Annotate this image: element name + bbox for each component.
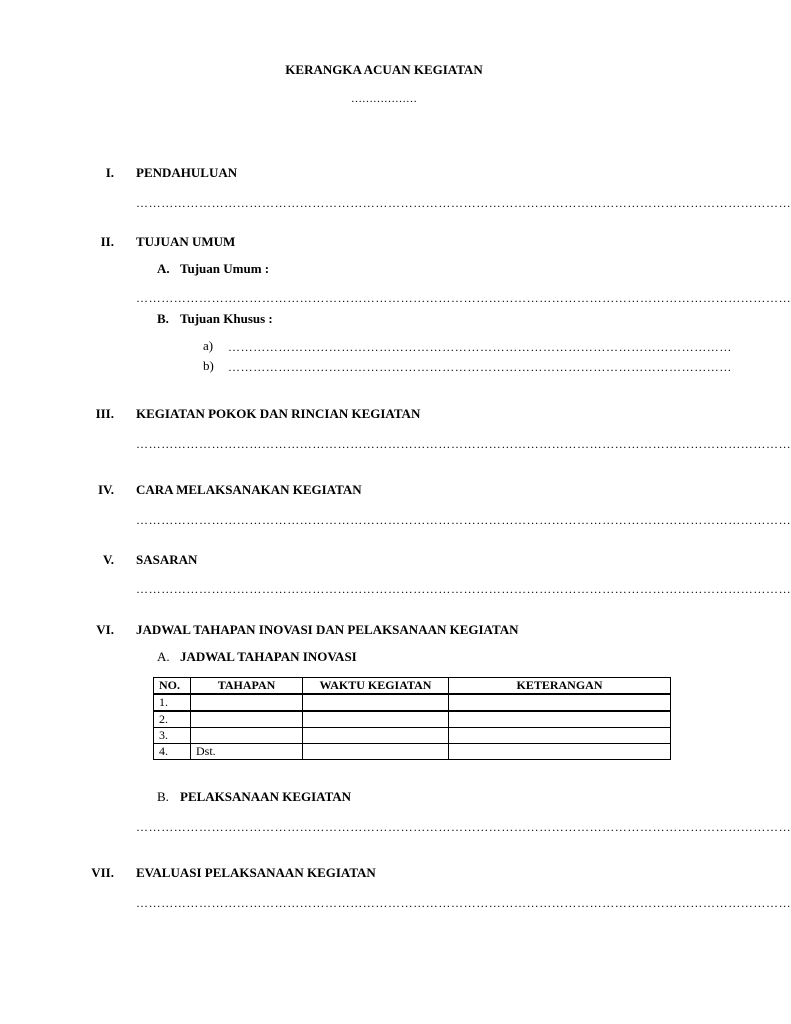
section-2b-item-a-fill-line: ………………………………………………………………………………………………………… <box>228 340 732 354</box>
section-2a-label: A. <box>157 261 170 276</box>
document-title: KERANGKA ACUAN KEGIATAN <box>285 62 483 77</box>
section-6b-title: PELAKSANAAN KEGIATAN <box>180 789 352 804</box>
table-cell <box>191 728 303 744</box>
section-7-title: EVALUASI PELAKSANAAN KEGIATAN <box>136 865 376 880</box>
table-cell: 2. <box>154 711 191 728</box>
table-cell: 1. <box>154 694 191 711</box>
section-3-fill-line: ………………………………………………………………………………………………………………………………………… <box>136 437 791 451</box>
section-2-number: II. <box>100 234 114 249</box>
section-7-fill-line: ………………………………………………………………………………………………………………………………………… <box>136 896 791 910</box>
table-row <box>154 744 671 760</box>
section-2a-title: Tujuan Umum : <box>180 261 270 276</box>
table-cell: 4. <box>154 744 191 760</box>
section-6b-label: B. <box>157 789 169 804</box>
section-6a-label: A. <box>157 649 170 664</box>
table-row <box>154 728 671 744</box>
section-6-number: VI. <box>96 622 114 637</box>
section-3-title: KEGIATAN POKOK DAN RINCIAN KEGIATAN <box>136 406 421 421</box>
table-cell <box>449 694 671 711</box>
section-5-number: V. <box>103 552 114 567</box>
table-header-waktu: WAKTU KEGIATAN <box>303 678 449 695</box>
table-cell: Dst. <box>191 744 303 760</box>
table-row <box>154 711 671 728</box>
section-3-number: III. <box>95 406 114 421</box>
table-cell <box>303 711 449 728</box>
table-cell <box>191 694 303 711</box>
table-cell <box>303 694 449 711</box>
section-2b-item-b-fill-line: ………………………………………………………………………………………………………… <box>228 360 732 374</box>
section-2-title: TUJUAN UMUM <box>136 234 236 249</box>
table-cell <box>449 744 671 760</box>
section-5-title: SASARAN <box>136 552 198 567</box>
section-5-fill-line: ………………………………………………………………………………………………………………………………………… <box>136 582 791 596</box>
table-header-no: NO. <box>154 678 191 695</box>
table-header-keterangan: KETERANGAN <box>449 678 671 695</box>
section-4-number: IV. <box>97 482 114 497</box>
table-header-row <box>154 678 671 695</box>
table-row <box>154 694 671 711</box>
section-6-title: JADWAL TAHAPAN INOVASI DAN PELAKSANAAN KEGIATAN <box>136 622 519 637</box>
table-header-tahapan: TAHAPAN <box>191 678 303 695</box>
section-2a-fill-line: ………………………………………………………………………………………………………………………………………… <box>136 291 791 305</box>
section-1-title: PENDAHULUAN <box>136 165 238 180</box>
table-cell: 3. <box>154 728 191 744</box>
section-2b-item-a-label: a) <box>203 338 214 353</box>
section-6a-title: JADWAL TAHAPAN INOVASI <box>180 649 357 664</box>
section-6b-fill-line: ………………………………………………………………………………………………………………………………………… <box>136 820 791 834</box>
section-4-fill-line: ………………………………………………………………………………………………………………………………………… <box>136 513 791 527</box>
table-cell <box>449 728 671 744</box>
section-1-fill-line: ………………………………………………………………………………………………………………………………………… <box>136 196 791 210</box>
table-cell <box>449 711 671 728</box>
table-cell <box>303 728 449 744</box>
section-2b-title: Tujuan Khusus : <box>180 311 273 326</box>
section-7-number: VII. <box>91 865 114 880</box>
table-cell <box>303 744 449 760</box>
document-subtitle-placeholder: ……………… <box>351 93 417 105</box>
section-1-number: I. <box>105 165 114 180</box>
section-4-title: CARA MELAKSANAKAN KEGIATAN <box>136 482 362 497</box>
innovation-schedule-table <box>153 677 671 760</box>
table-cell <box>191 711 303 728</box>
section-2b-item-b-label: b) <box>203 358 214 373</box>
section-2b-label: B. <box>157 311 169 326</box>
